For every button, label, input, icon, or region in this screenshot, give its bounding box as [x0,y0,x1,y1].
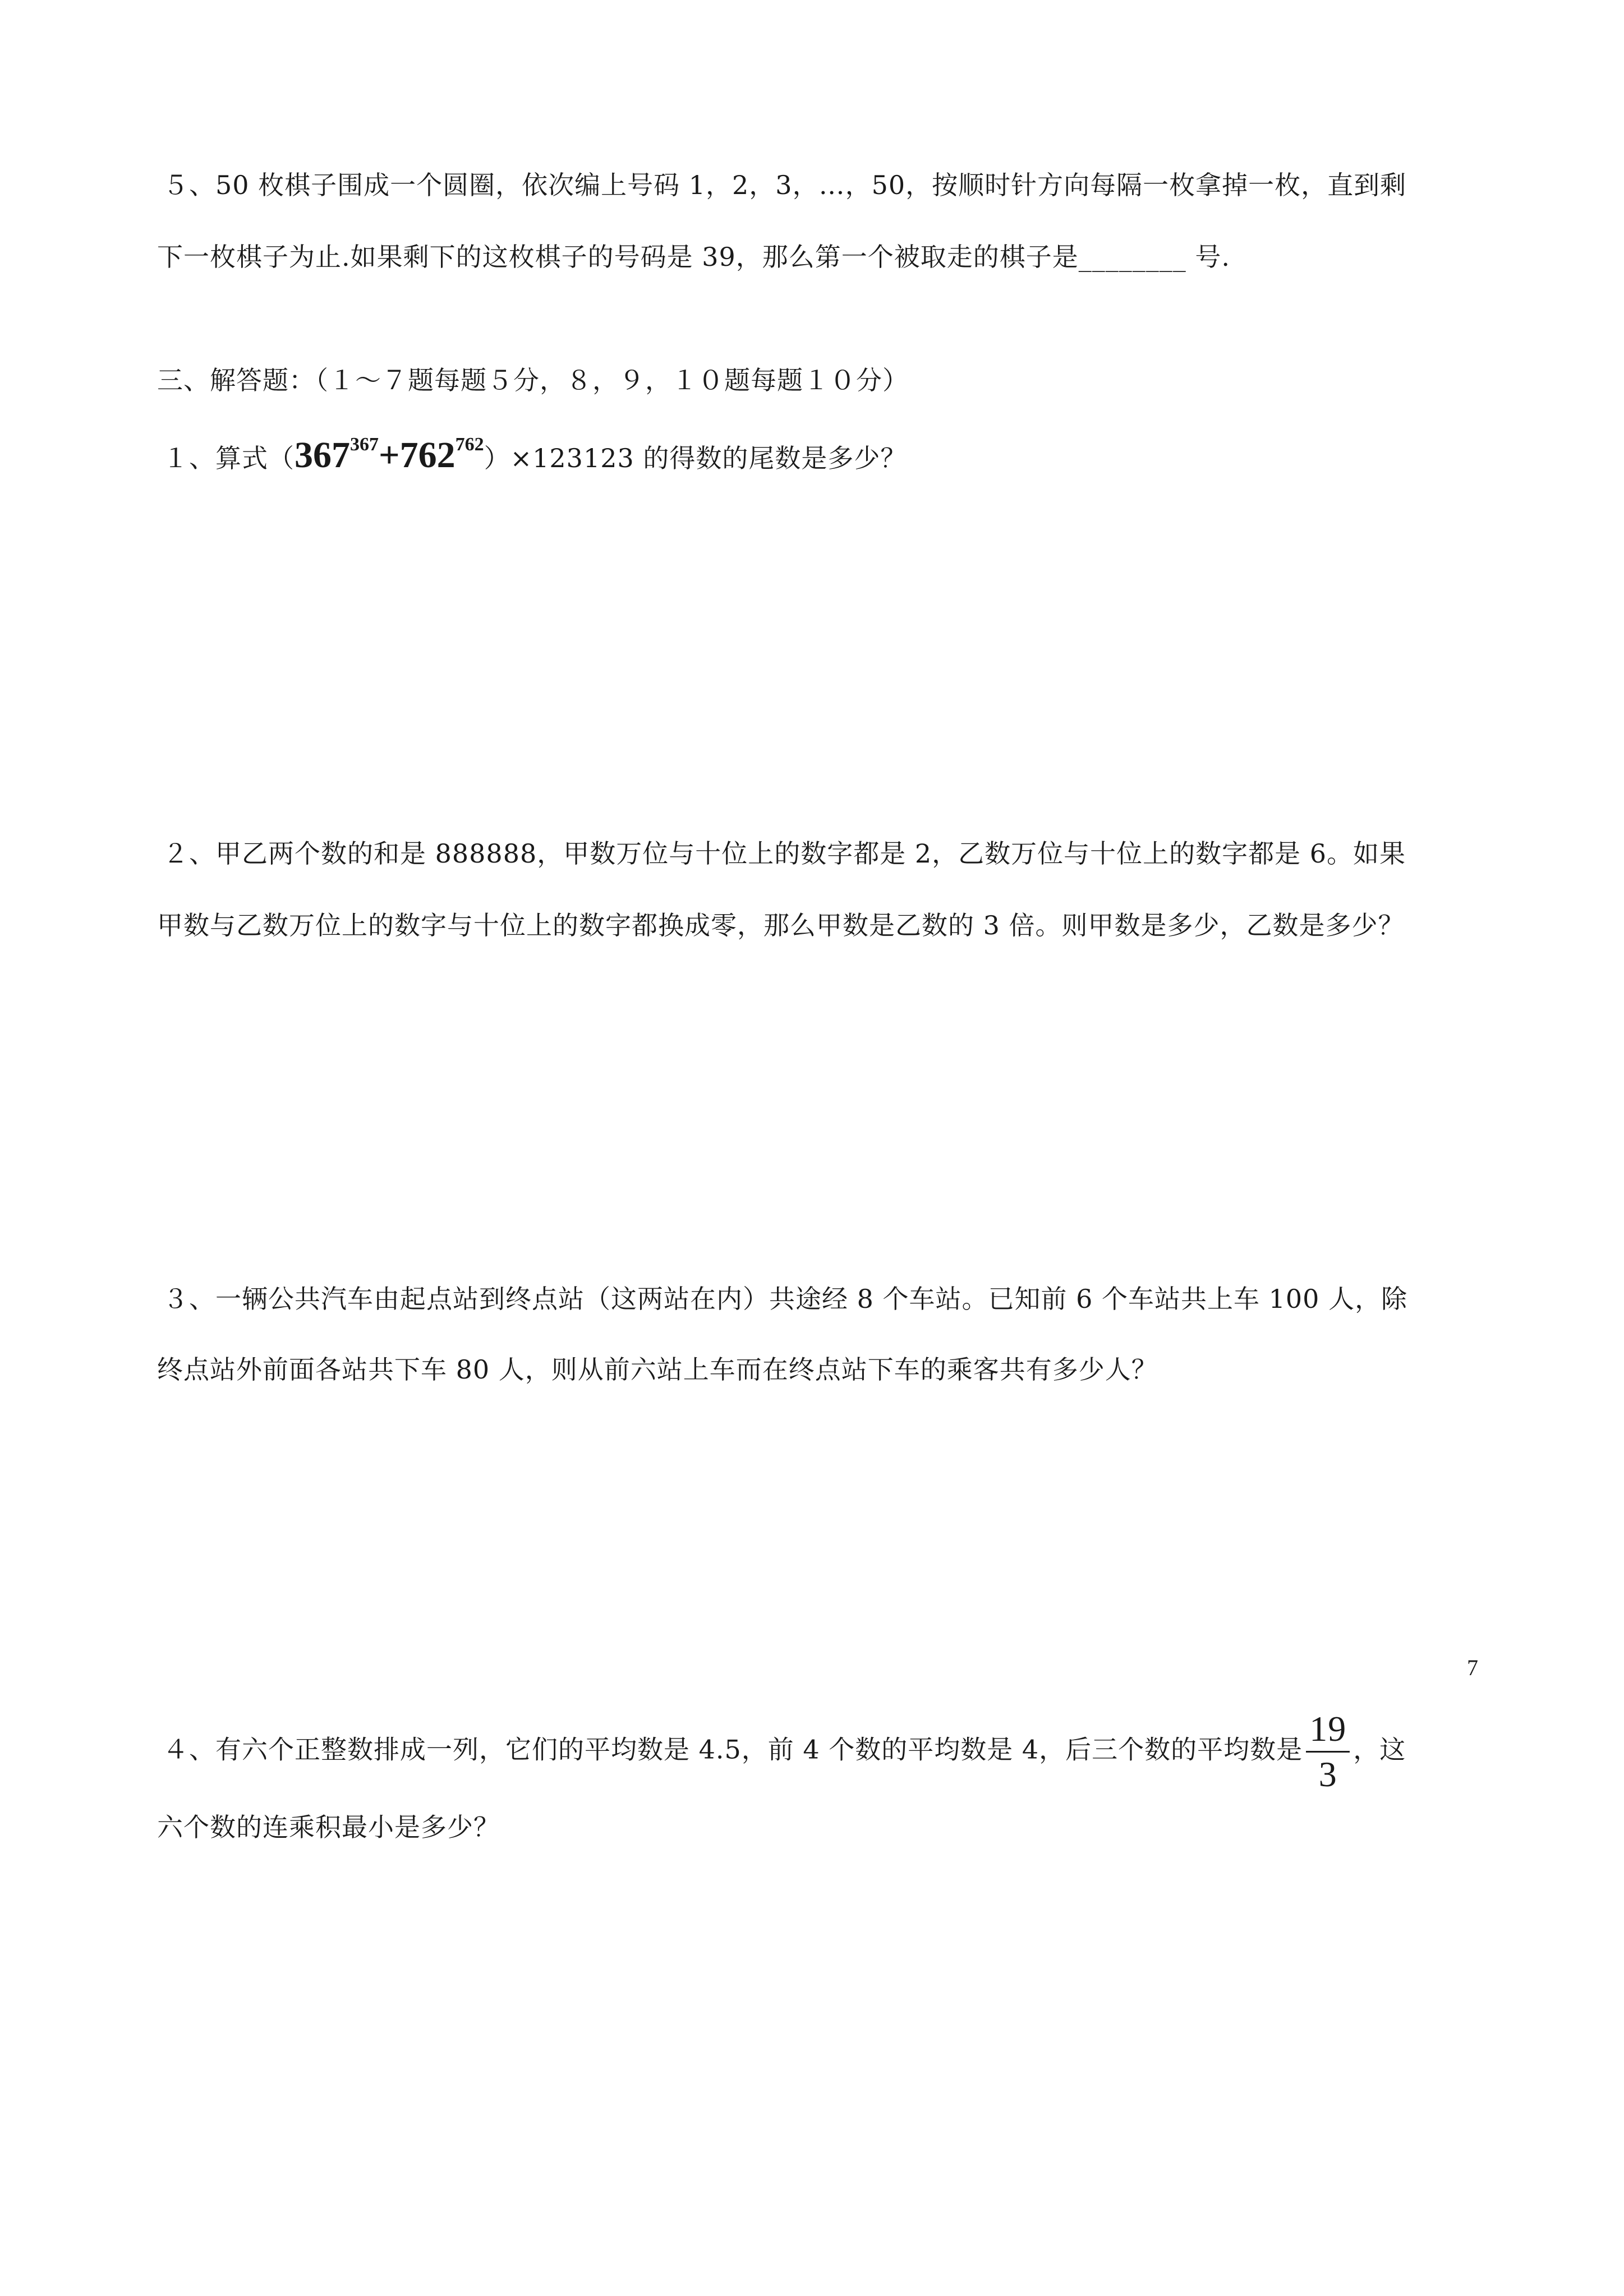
problem-1-prefix: １、算式（ [163,443,295,473]
base-367: 367 [295,435,350,476]
problem-3-line-1: ３、一辆公共汽车由起点站到终点站（这两站在内）共途经 8 个车站。已知前 6 个车站共上车 100 人，除 [163,1284,1408,1314]
exponent-367: 367 [350,434,379,455]
question-5-line-1: ５、50 枚棋子围成一个圆圈，依次编上号码 1，2，3，…，50，按顺时针方向每隔一枚拿掉一枚，直到剩 [163,170,1407,200]
problem-4-suffix: ，这 [1353,1734,1406,1765]
problem-1 [163,434,907,476]
question-5-line-2: 下一枚棋子为止.如果剩下的这枚棋子的号码是 39，那么第一个被取走的棋子是________ 号. [157,242,1231,272]
problem-1-expression [295,435,484,476]
plus-sign: + [379,435,400,476]
problem-2-line-2: 甲数与乙数万位上的数字与十位上的数字都换成零，那么甲数是乙数的 3 倍。则甲数是多少，乙数是多少？ [157,910,1405,940]
base-762: 762 [399,435,456,476]
fraction-19-over-3 [1306,1709,1350,1794]
section-3-heading: 三、解答题：（１～７题每题５分，８，９，１０题每题１０分） [157,365,909,395]
exponent-762: 762 [455,434,484,455]
problem-4-prefix: ４、有六个正整数排成一列，它们的平均数是 4.5，前 4 个数的平均数是 4，后三个数的平均数是 [163,1734,1303,1765]
problem-4-line-1 [163,1709,1406,1794]
fraction-bar [1306,1751,1350,1753]
page-number: 7 [1467,1655,1478,1680]
problem-1-suffix: ）×123123 的得数的尾数是多少？ [484,443,907,473]
problem-3-line-2: 终点站外前面各站共下车 80 人，则从前六站上车而在终点站下车的乘客共有多少人？ [157,1354,1158,1385]
problem-4-line-2: 六个数的连乘积最小是多少？ [157,1812,500,1842]
fraction-denominator: 3 [1318,1754,1337,1794]
problem-2-line-1: ２、甲乙两个数的和是 888888，甲数万位与十位上的数字都是 2，乙数万位与十位上的数字都是 6。如果 [163,838,1406,869]
fraction-numerator: 19 [1309,1709,1347,1749]
